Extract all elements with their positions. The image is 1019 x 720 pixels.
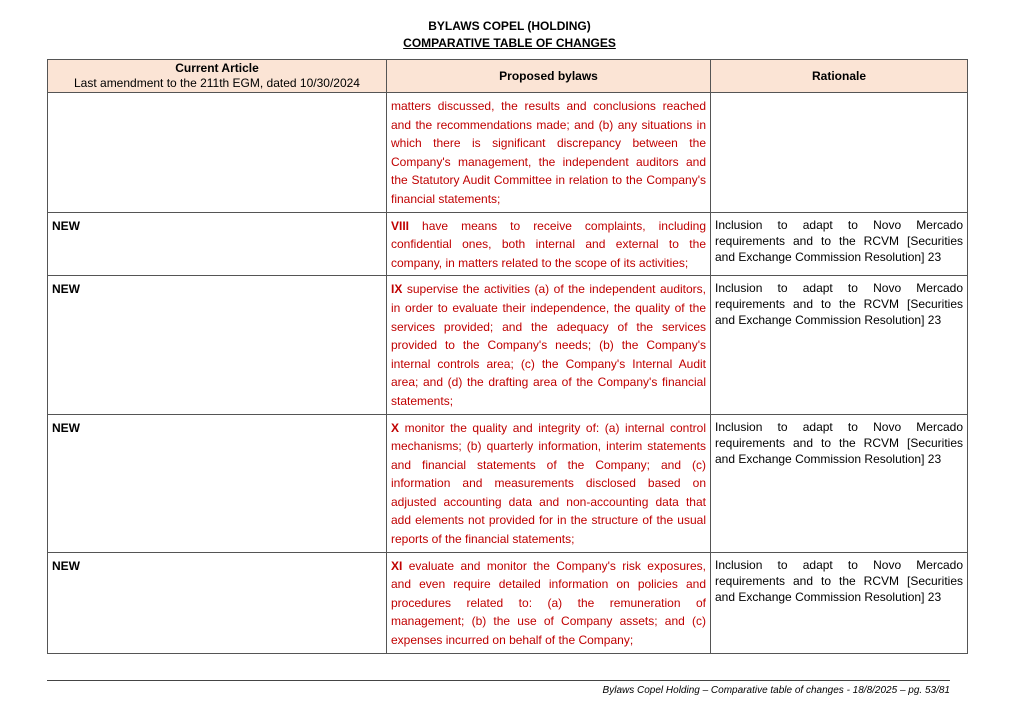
document-subtitle: COMPARATIVE TABLE OF CHANGES: [403, 36, 616, 50]
table-row: [48, 414, 968, 552]
rationale-cell: Inclusion to adapt to Novo Mercado requirements and to the RCVM [Securities and Exchange Commission Resolution] 23: [711, 276, 968, 414]
current-article-cell: NEW: [48, 276, 387, 414]
proposed-bylaws-cell: [387, 93, 711, 213]
table-row: [48, 552, 968, 653]
table-header-row: [48, 60, 968, 93]
header-current-subtitle: Last amendment to the 211th EGM, dated 10/30/2024: [74, 76, 360, 90]
header-proposed-bylaws: Proposed bylaws: [387, 60, 711, 93]
current-article-cell: NEW: [48, 212, 387, 276]
item-number: XI: [391, 558, 403, 573]
current-article-cell: NEW: [48, 414, 387, 552]
proposed-bylaws-cell: [387, 212, 711, 276]
proposed-bylaws-cell: [387, 414, 711, 552]
item-number: X: [391, 420, 400, 435]
proposed-text: matters discussed, the results and conclusions reached and the recommendations made; and (b) any situations in which there is significant discrepancy between the Company's management, the independent auditors and the Statutory Audit Committee in relation to the Company's financial statements;: [391, 99, 706, 206]
current-article-cell: [48, 93, 387, 213]
comparative-table: [47, 59, 968, 654]
rationale-cell: Inclusion to adapt to Novo Mercado requirements and to the RCVM [Securities and Exchange Commission Resolution] 23: [711, 552, 968, 653]
header-current-article: [48, 60, 387, 93]
header-current-title: Current Article: [175, 61, 259, 75]
header-rationale: Rationale: [711, 60, 968, 93]
current-article-cell: NEW: [48, 552, 387, 653]
proposed-bylaws-cell: [387, 276, 711, 414]
footer-divider: [47, 680, 950, 681]
proposed-text: evaluate and monitor the Company's risk exposures, and even require detailed information on policies and procedures related to: (a) the remuneration of management; (b) the use of Company assets; and (c) expenses incurred on behalf of the Company;: [391, 558, 706, 648]
page-footer: Bylaws Copel Holding – Comparative table of changes - 18/8/2025 – pg. 53/81: [602, 685, 950, 696]
table-row: [48, 93, 968, 213]
rationale-cell: Inclusion to adapt to Novo Mercado requirements and to the RCVM [Securities and Exchange Commission Resolution] 23: [711, 414, 968, 552]
proposed-text: monitor the quality and integrity of: (a) internal control mechanisms; (b) quarterly information, interim statements and financial statements of the Company; and (c) information and measurements disclosed based on adjusted accounting data and non-accounting data that add elements not provided for in the structure of the usual reports of the financial statements;: [391, 420, 706, 547]
item-number: VIII: [391, 218, 410, 233]
rationale-cell: Inclusion to adapt to Novo Mercado requirements and to the RCVM [Securities and Exchange Commission Resolution] 23: [711, 212, 968, 276]
proposed-bylaws-cell: [387, 552, 711, 653]
document-header: [0, 18, 1019, 52]
document-title: BYLAWS COPEL (HOLDING): [428, 19, 591, 33]
proposed-text: have means to receive complaints, including confidential ones, both internal and external to the company, in matters related to the scope of its activities;: [391, 218, 706, 270]
table-row: [48, 212, 968, 276]
table-row: [48, 276, 968, 414]
item-number: IX: [391, 282, 403, 297]
proposed-text: supervise the activities (a) of the independent auditors, in order to evaluate their independence, the quality of the services provided; and the adequacy of the services provided to the Company's needs; (b) the Company's internal controls area; (c) the Company's Internal Audit area; and (d) the drafting area of the Company's financial statements;: [391, 282, 706, 408]
rationale-cell: [711, 93, 968, 213]
